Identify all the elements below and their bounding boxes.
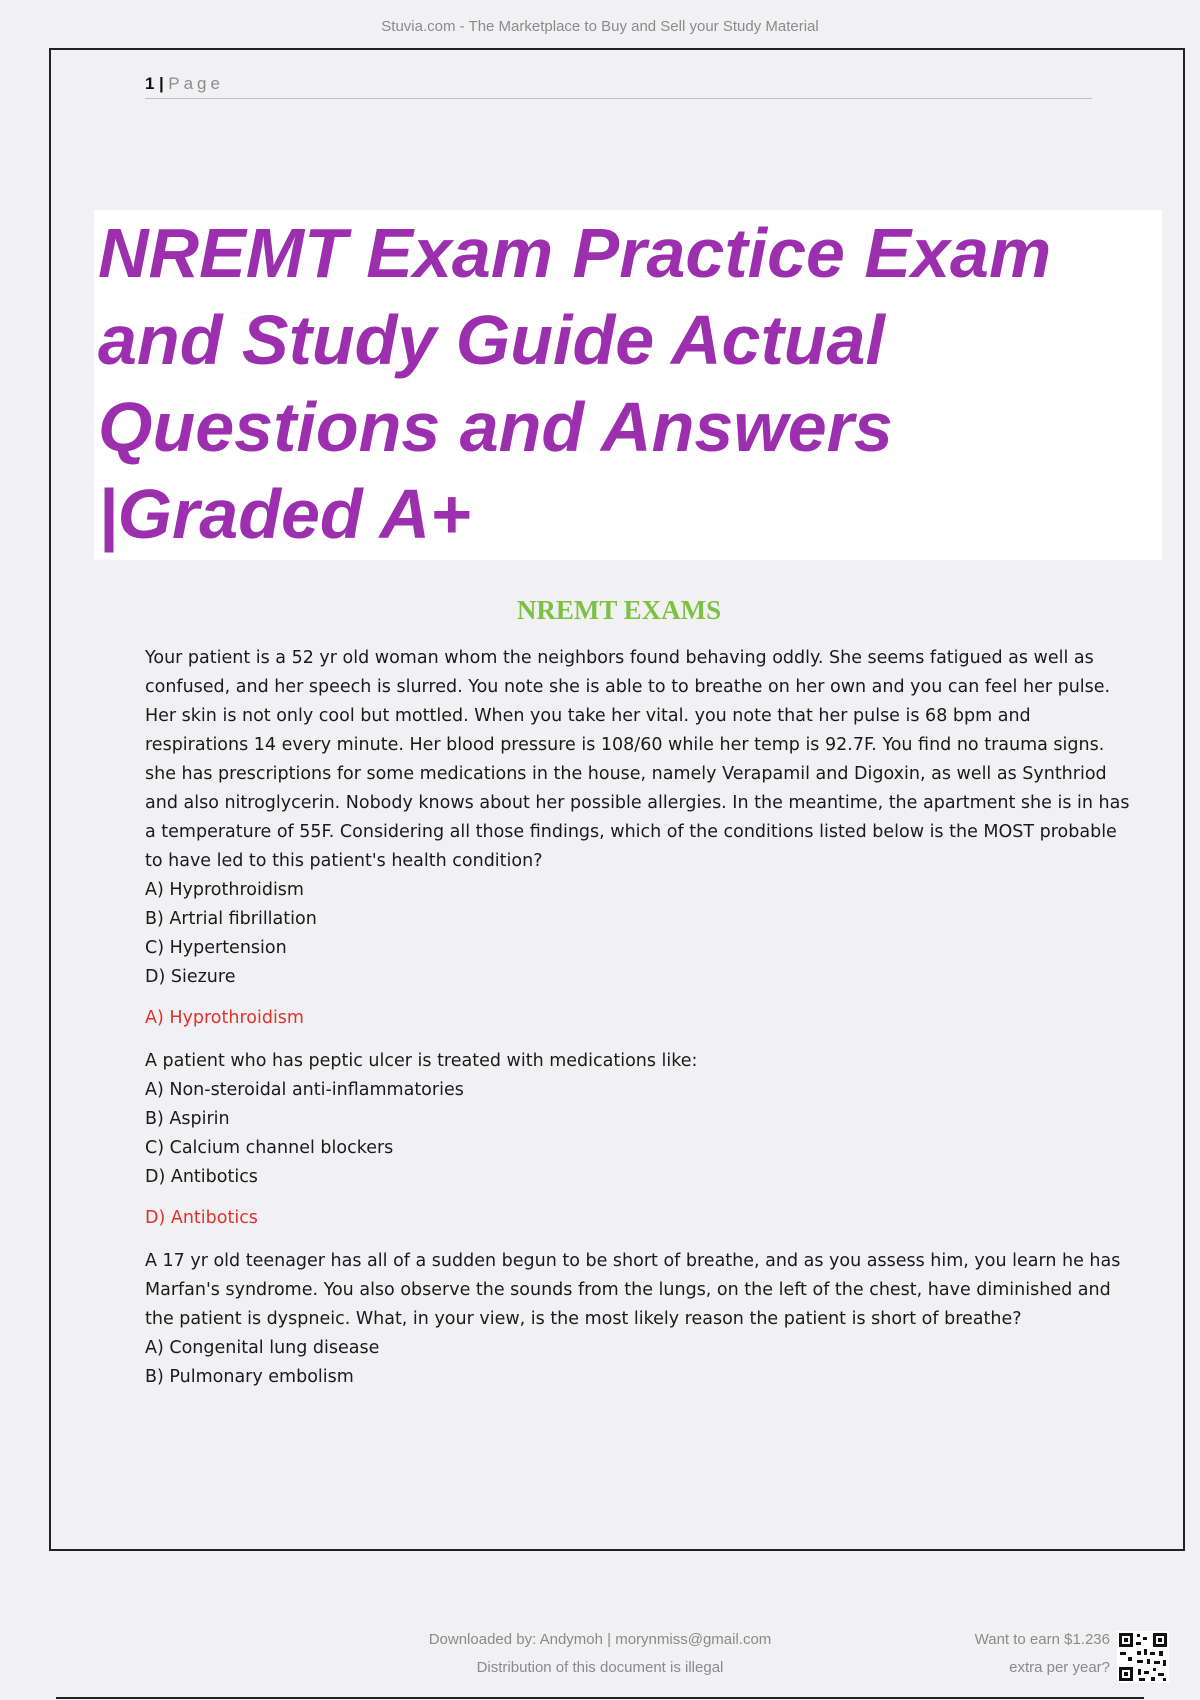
questions-content — [145, 644, 1135, 1392]
correct-answer: D) Antibotics — [145, 1208, 258, 1228]
answer-option: A) Non-steroidal anti-inflammatories — [145, 1080, 464, 1100]
distribution-notice: Distribution of this document is illegal — [476, 1659, 724, 1676]
page-number: 1 — [145, 74, 155, 93]
answer-option: B) Pulmonary embolism — [145, 1367, 354, 1387]
answer-option: B) Artrial fibrillation — [145, 909, 317, 929]
downloaded-by: Downloaded by: Andymoh | morynmiss@gmail.com — [428, 1631, 772, 1648]
page-header — [145, 74, 1092, 99]
question-text: Your patient is a 52 yr old woman whom the neighbors found behaving oddly. She seems fatigued as well as confused, and her speech is slurred. You note she is able to to breathe on her own and you can feel her pulse. Her skin is not only cool but mottled. When you take her vital. you note that her pulse is 68 bpm and respirations 14 every minute. Her blood pressure is 108/60 while her temp is 92.7F. You find no trauma signs. she has prescriptions for some medications in the house, namely Verapamil and Digoxin, as well as Synthriod and also nitroglycerin. Nobody knows about her possible allergies. In the meantime, the apartment she is in has a temperature of 55F. Considering all those findings, which of the conditions listed below is the MOST probable to have led to this patient's health condition? — [145, 648, 1130, 871]
answer-option: A) Hyprothroidism — [145, 880, 304, 900]
qr-code-graphic — [1117, 1631, 1169, 1683]
document-title: NREMT Exam Practice Exam and Study Guide Actual Questions and Answers |Graded A+ — [98, 214, 1052, 553]
answer-option: A) Congenital lung disease — [145, 1338, 380, 1358]
document-page — [49, 48, 1185, 1551]
section-heading: NREMT EXAMS — [516, 595, 722, 625]
qr-code-icon[interactable] — [1117, 1631, 1169, 1683]
correct-answer: A) Hyprothroidism — [145, 1008, 304, 1028]
title-box — [94, 210, 1162, 560]
page-label: Page — [168, 74, 224, 93]
stuvia-banner: Stuvia.com - The Marketplace to Buy and Sell your Study Material — [381, 18, 819, 35]
answer-option: B) Aspirin — [145, 1109, 230, 1129]
earn-promo-line1[interactable]: Want to earn $1.236 — [974, 1631, 1110, 1648]
page-separator: | — [158, 74, 165, 93]
answer-option: D) Antibotics — [145, 1167, 258, 1187]
answer-option: C) Hypertension — [145, 938, 287, 958]
bottom-rule — [56, 1697, 1144, 1699]
answer-option: D) Siezure — [145, 967, 236, 987]
earn-promo-line2[interactable]: extra per year? — [1009, 1659, 1110, 1676]
question-text: A patient who has peptic ulcer is treated with medications like: — [145, 1051, 698, 1071]
question-text: A 17 yr old teenager has all of a sudden begun to be short of breathe, and as you assess him, you learn he has Marfan's syndrome. You also observe the sounds from the lungs, on the left of the chest, have diminished and the patient is dyspneic. What, in your view, is the most likely reason the patient is short of breathe? — [145, 1251, 1121, 1329]
answer-option: C) Calcium channel blockers — [145, 1138, 394, 1158]
